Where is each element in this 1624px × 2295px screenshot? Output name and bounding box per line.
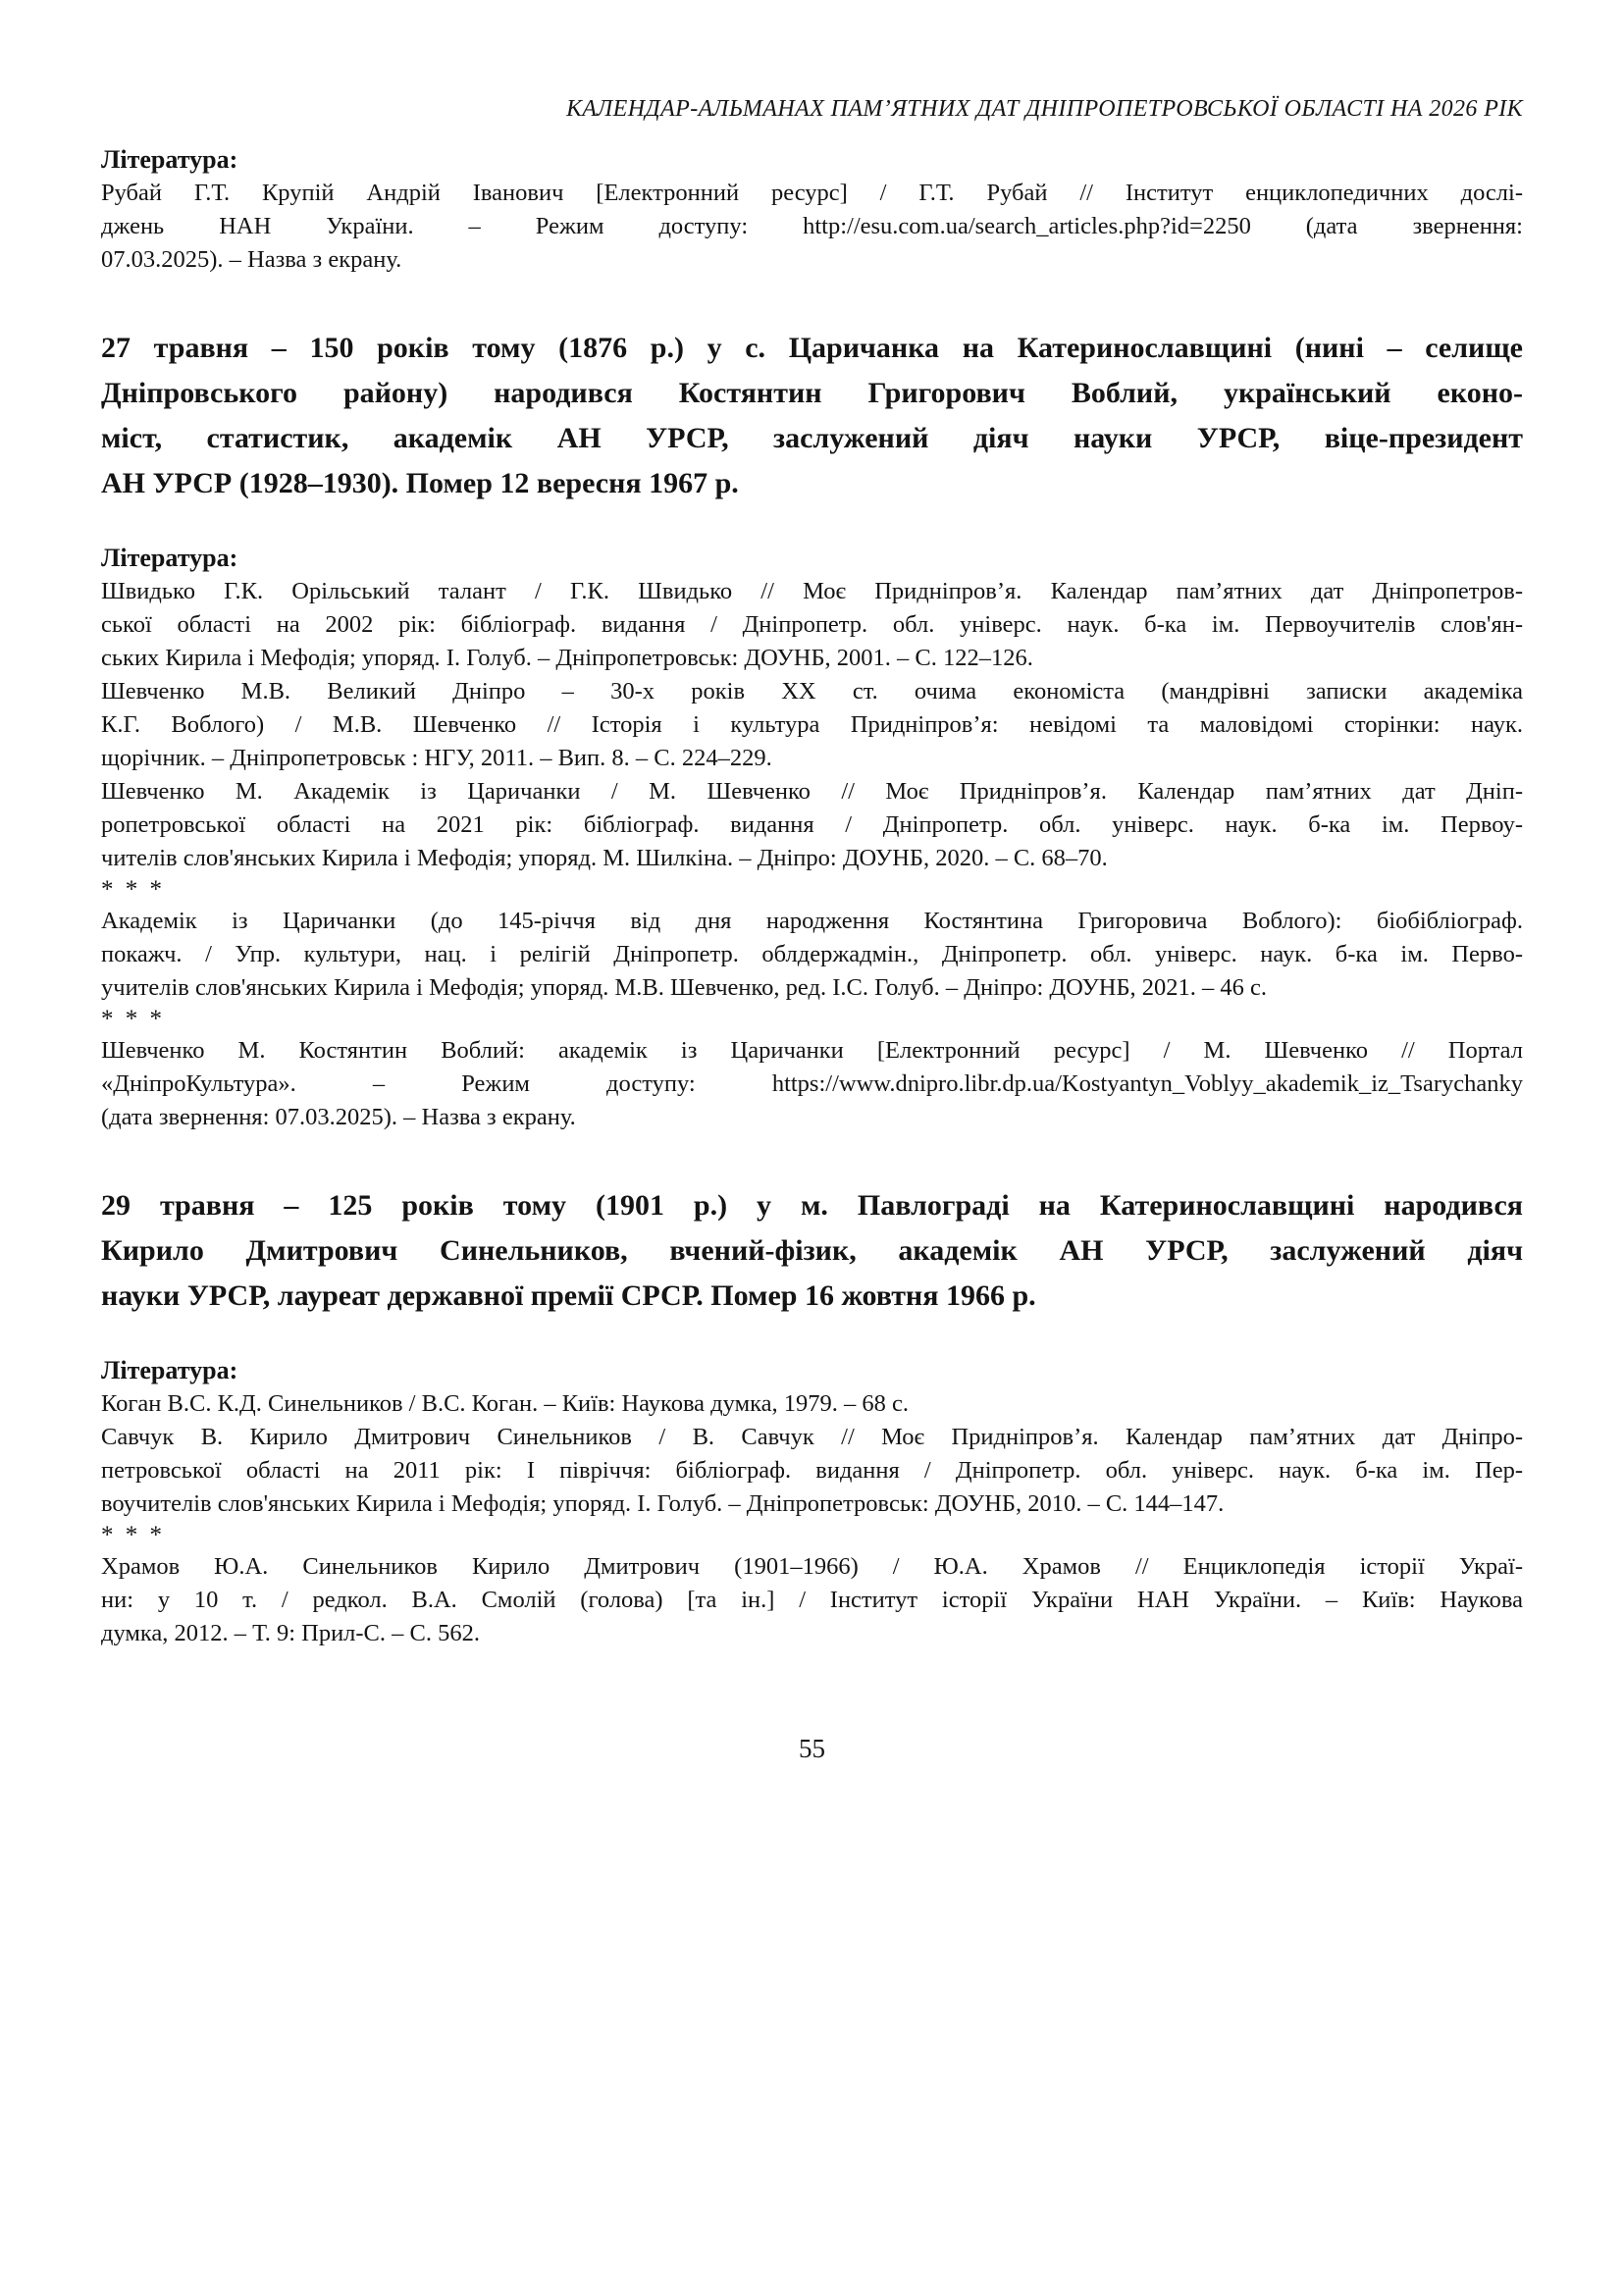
text-line: учителів слов'янських Кирила і Мефодія; упоряд. М.В. Шевченко, ред. І.С. Голуб. – Дніпро: ДОУНБ, 2021. – 46 с. (101, 974, 1268, 1001)
text-line: Швидько Г.К. Орільський талант / Г.К. Швидько // Моє Придніпров’я. Календар пам’ятних дат Дніпропетров- (101, 578, 1523, 604)
text-line: «ДніпроКультура». – Режим доступу: https://www.dnipro.libr.dp.ua/Kostyantyn_Voblyy_akademik_iz_Tsarychanky (101, 1070, 1523, 1097)
text-line: 07.03.2025). – Назва з екрану. (101, 246, 402, 273)
text-line: Шевченко М. Костянтин Воблий: академік із Царичанки [Електронний ресурс] / М. Шевченко // Портал (101, 1037, 1523, 1064)
bibliography-entry (101, 675, 1523, 775)
bibliography-entry (101, 1034, 1523, 1134)
text-line: Шевченко М. Академік із Царичанки / М. Шевченко // Моє Придніпров’я. Календар пам’ятних дат Дніп- (101, 778, 1523, 805)
text-line: 29 травня – 125 років тому (1901 р.) у м. Павлограді на Катеринославщині народився (101, 1189, 1523, 1222)
bibliography-entry (101, 1387, 1523, 1421)
text-line: петровської області на 2011 рік: І півріччя: бібліограф. видання / Дніпропетр. обл. універс. наук. б-ка ім. Пер- (101, 1457, 1523, 1484)
text-line: АН УРСР (1928–1930). Помер 12 вересня 1967 р. (101, 467, 739, 499)
text-line: воучителів слов'янських Кирила і Мефодія; упоряд. І. Голуб. – Дніпропетровськ: ДОУНБ, 2010. – С. 144–147. (101, 1490, 1225, 1517)
asterisk-separator: * * * (101, 1006, 165, 1032)
asterisk-separator: * * * (101, 876, 165, 903)
bibliography-entry (101, 775, 1523, 875)
text-line: чителів слов'янських Кирила і Мефодія; упоряд. М. Шилкіна. – Дніпро: ДОУНБ, 2020. – С. 68–70. (101, 845, 1108, 871)
running-header: КАЛЕНДАР-АЛЬМАНАХ ПАМ’ЯТНИХ ДАТ ДНІПРОПЕТРОВСЬКОЇ ОБЛАСТІ НА 2026 РІК (566, 96, 1523, 122)
text-line: науки УРСР, лауреат державної премії СРСР. Помер 16 жовтня 1966 р. (101, 1279, 1036, 1312)
page-content (101, 143, 1523, 1650)
text-line: (дата звернення: 07.03.2025). – Назва з екрану. (101, 1104, 576, 1130)
text-line: Савчук В. Кирило Дмитрович Синельников / В. Савчук // Моє Придніпров’я. Календар пам’ятних дат Дніпро- (101, 1424, 1523, 1450)
text-line: Рубай Г.Т. Крупій Андрій Іванович [Електронний ресурс] / Г.Т. Рубай // Інститут енциклопедичних дослі- (101, 180, 1523, 206)
text-line: ської області на 2002 рік: бібліограф. видання / Дніпропетр. обл. універс. наук. б-ка ім. Первоучителів слов'ян- (101, 611, 1523, 638)
entry-heading (101, 326, 1523, 506)
bibliography-entry (101, 575, 1523, 675)
literature-label: Література: (101, 1356, 238, 1384)
text-line: Дніпровського району) народився Костянтин Григорович Воблий, український еконо- (101, 377, 1523, 409)
bibliography-entry (101, 177, 1523, 277)
text-line: Шевченко М.В. Великий Дніпро – 30-х років ХХ ст. очима економіста (мандрівні записки академіка (101, 678, 1523, 704)
text-line: думка, 2012. – Т. 9: Прил-С. – С. 562. (101, 1620, 480, 1646)
text-line: покажч. / Упр. культури, нац. і релігій Дніпропетр. облдержадмін., Дніпропетр. обл. універс. наук. б-ка ім. Перво- (101, 941, 1523, 967)
entry-heading (101, 1183, 1523, 1319)
text-line: міст, статистик, академік АН УРСР, заслужений діяч науки УРСР, віце-президент (101, 422, 1523, 454)
bibliography-entry (101, 1421, 1523, 1521)
literature-label: Література: (101, 145, 238, 174)
text-line: щорічник. – Дніпропетровськ : НГУ, 2011. – Вип. 8. – С. 224–229. (101, 745, 772, 771)
text-line: джень НАН України. – Режим доступу: http://esu.com.ua/search_articles.php?id=2250 (дата звернення: (101, 213, 1523, 239)
text-line: К.Г. Воблого) / М.В. Шевченко // Історія і культура Придніпров’я: невідомі та маловідомі сторінки: наук. (101, 711, 1523, 738)
text-line: Храмов Ю.А. Синельников Кирило Дмитрович (1901–1966) / Ю.А. Храмов // Енциклопедія історії Украї- (101, 1553, 1523, 1580)
text-line: ропетровської області на 2021 рік: бібліограф. видання / Дніпропетр. обл. універс. наук. б-ка ім. Первоу- (101, 811, 1523, 838)
text-line: ських Кирила і Мефодія; упоряд. І. Голуб. – Дніпропетровськ: ДОУНБ, 2001. – С. 122–126. (101, 645, 1033, 671)
text-line: Коган В.С. К.Д. Синельников / В.С. Коган. – Київ: Наукова думка, 1979. – 68 с. (101, 1390, 909, 1417)
text-line: 27 травня – 150 років тому (1876 р.) у с. Царичанка на Катеринославщині (нині – селище (101, 332, 1523, 364)
literature-label: Література: (101, 544, 238, 572)
asterisk-separator: * * * (101, 1522, 165, 1548)
bibliography-entry (101, 905, 1523, 1005)
text-line: Академік із Царичанки (до 145-річчя від дня народження Костянтина Григоровича Воблого): біобібліограф. (101, 908, 1523, 934)
bibliography-entry (101, 1550, 1523, 1650)
text-line: ни: у 10 т. / редкол. В.А. Смолій (голова) [та ін.] / Інститут історії України НАН України. – Київ: Наукова (101, 1587, 1523, 1613)
text-line: Кирило Дмитрович Синельников, вчений-фізик, академік АН УРСР, заслужений діяч (101, 1234, 1523, 1267)
page-number: 55 (799, 1734, 825, 1763)
